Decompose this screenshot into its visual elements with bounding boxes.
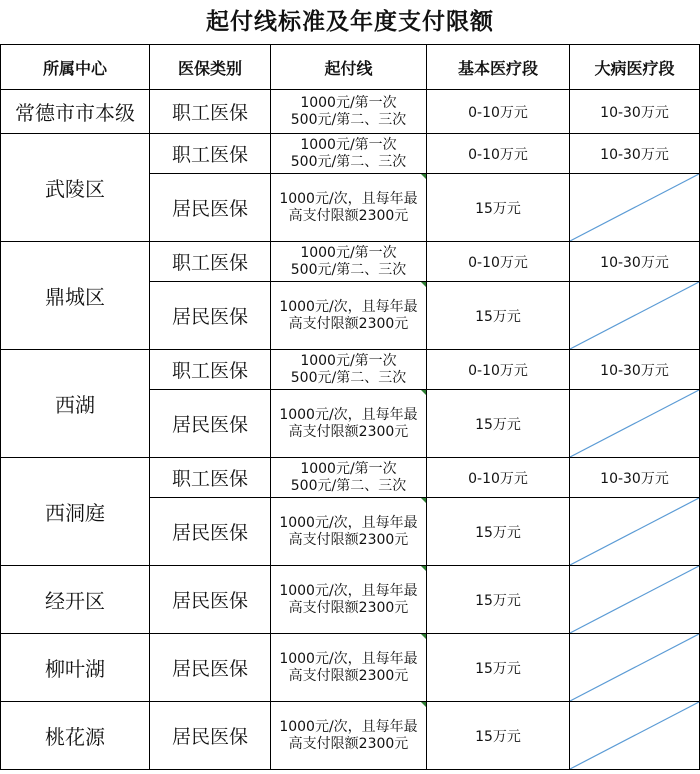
comment-marker-icon <box>421 498 426 503</box>
deductible-line: 1000元/次，且每年最 <box>279 514 418 531</box>
deductible-line: 1000元/次，且每年最 <box>279 298 418 315</box>
header-type: 医保类别 <box>150 45 271 90</box>
comment-marker-icon <box>421 282 426 287</box>
deductible-cell <box>271 350 427 390</box>
basic-segment-cell: 0-10万元 <box>427 134 570 174</box>
deductible-line: 高支付限额2300元 <box>288 667 409 684</box>
center-cell: 鼎城区 <box>1 242 150 350</box>
insurance-type-cell: 职工医保 <box>150 242 271 282</box>
comment-marker-icon <box>421 174 426 179</box>
deductible-line: 500元/第二、三次 <box>290 111 407 128</box>
deductible-line: 高支付限额2300元 <box>288 207 409 224</box>
basic-segment-cell: 15万元 <box>427 634 570 702</box>
insurance-type-cell: 职工医保 <box>150 134 271 174</box>
diagonal-line-icon <box>570 174 699 241</box>
center-cell: 常德市市本级 <box>1 90 150 134</box>
insurance-type-cell: 居民医保 <box>150 282 271 350</box>
insurance-type-cell: 职工医保 <box>150 90 271 134</box>
major-segment-cell: 10-30万元 <box>570 242 700 282</box>
table-row <box>1 566 700 634</box>
deductible-line: 1000元/次，且每年最 <box>279 406 418 423</box>
deductible-cell <box>271 634 427 702</box>
deductible-cell <box>271 282 427 350</box>
deductible-line: 高支付限额2300元 <box>288 735 409 752</box>
major-segment-empty-cell <box>570 702 700 770</box>
center-cell: 武陵区 <box>1 134 150 242</box>
table-title: 起付线标准及年度支付限额 <box>206 9 494 35</box>
diagonal-line-icon <box>570 702 699 769</box>
deductible-cell <box>271 174 427 242</box>
basic-segment-cell: 15万元 <box>427 498 570 566</box>
insurance-type-cell: 居民医保 <box>150 566 271 634</box>
deductible-line: 1000元/次，且每年最 <box>279 582 418 599</box>
major-segment-empty-cell <box>570 390 700 458</box>
comment-marker-icon <box>421 702 426 707</box>
insurance-type-cell: 职工医保 <box>150 350 271 390</box>
header-deductible: 起付线 <box>271 45 427 90</box>
deductible-line: 1000元/第一次 <box>300 352 397 369</box>
deductible-line: 1000元/第一次 <box>300 94 397 111</box>
deductible-cell <box>271 702 427 770</box>
deductible-line: 1000元/次，且每年最 <box>279 650 418 667</box>
insurance-type-cell: 职工医保 <box>150 458 271 498</box>
deductible-cell <box>271 498 427 566</box>
insurance-type-cell: 居民医保 <box>150 498 271 566</box>
deductible-line: 500元/第二、三次 <box>290 153 407 170</box>
table-row <box>1 458 700 498</box>
table-row <box>1 134 700 174</box>
major-segment-cell: 10-30万元 <box>570 90 700 134</box>
comment-marker-icon <box>421 566 426 571</box>
deductible-line: 1000元/次，且每年最 <box>279 718 418 735</box>
comment-marker-icon <box>421 634 426 639</box>
deductible-line: 500元/第二、三次 <box>290 369 407 386</box>
quota-table <box>0 44 700 770</box>
table-row <box>1 634 700 702</box>
table-row <box>1 702 700 770</box>
center-cell: 经开区 <box>1 566 150 634</box>
table-row <box>1 90 700 134</box>
deductible-line: 高支付限额2300元 <box>288 599 409 616</box>
diagonal-line-icon <box>570 282 699 349</box>
basic-segment-cell: 0-10万元 <box>427 350 570 390</box>
table-row <box>1 350 700 390</box>
header-basic: 基本医疗段 <box>427 45 570 90</box>
center-cell: 柳叶湖 <box>1 634 150 702</box>
comment-marker-icon <box>421 390 426 395</box>
header-center: 所属中心 <box>1 45 150 90</box>
deductible-line: 高支付限额2300元 <box>288 315 409 332</box>
major-segment-empty-cell <box>570 282 700 350</box>
basic-segment-cell: 0-10万元 <box>427 242 570 282</box>
basic-segment-cell: 15万元 <box>427 282 570 350</box>
deductible-cell <box>271 134 427 174</box>
insurance-type-cell: 居民医保 <box>150 390 271 458</box>
major-segment-cell: 10-30万元 <box>570 458 700 498</box>
deductible-line: 1000元/第一次 <box>300 460 397 477</box>
deductible-line: 500元/第二、三次 <box>290 261 407 278</box>
major-segment-empty-cell <box>570 498 700 566</box>
deductible-line: 高支付限额2300元 <box>288 531 409 548</box>
deductible-cell <box>271 90 427 134</box>
basic-segment-cell: 0-10万元 <box>427 90 570 134</box>
deductible-line: 1000元/第一次 <box>300 244 397 261</box>
major-segment-empty-cell <box>570 634 700 702</box>
diagonal-line-icon <box>570 566 699 633</box>
basic-segment-cell: 0-10万元 <box>427 458 570 498</box>
diagonal-line-icon <box>570 390 699 457</box>
diagonal-line-icon <box>570 634 699 701</box>
insurance-type-cell: 居民医保 <box>150 702 271 770</box>
deductible-line: 1000元/第一次 <box>300 136 397 153</box>
header-major: 大病医疗段 <box>570 45 700 90</box>
deductible-cell <box>271 390 427 458</box>
deductible-line: 高支付限额2300元 <box>288 423 409 440</box>
deductible-line: 1000元/次，且每年最 <box>279 190 418 207</box>
deductible-line: 500元/第二、三次 <box>290 477 407 494</box>
deductible-cell <box>271 458 427 498</box>
insurance-type-cell: 居民医保 <box>150 634 271 702</box>
center-cell: 桃花源 <box>1 702 150 770</box>
basic-segment-cell: 15万元 <box>427 566 570 634</box>
center-cell: 西洞庭 <box>1 458 150 566</box>
basic-segment-cell: 15万元 <box>427 174 570 242</box>
basic-segment-cell: 15万元 <box>427 702 570 770</box>
insurance-type-cell: 居民医保 <box>150 174 271 242</box>
major-segment-empty-cell <box>570 174 700 242</box>
major-segment-empty-cell <box>570 566 700 634</box>
center-cell: 西湖 <box>1 350 150 458</box>
table-row <box>1 242 700 282</box>
deductible-cell <box>271 242 427 282</box>
major-segment-cell: 10-30万元 <box>570 134 700 174</box>
header-row <box>1 45 700 90</box>
diagonal-line-icon <box>570 498 699 565</box>
basic-segment-cell: 15万元 <box>427 390 570 458</box>
major-segment-cell: 10-30万元 <box>570 350 700 390</box>
deductible-cell <box>271 566 427 634</box>
